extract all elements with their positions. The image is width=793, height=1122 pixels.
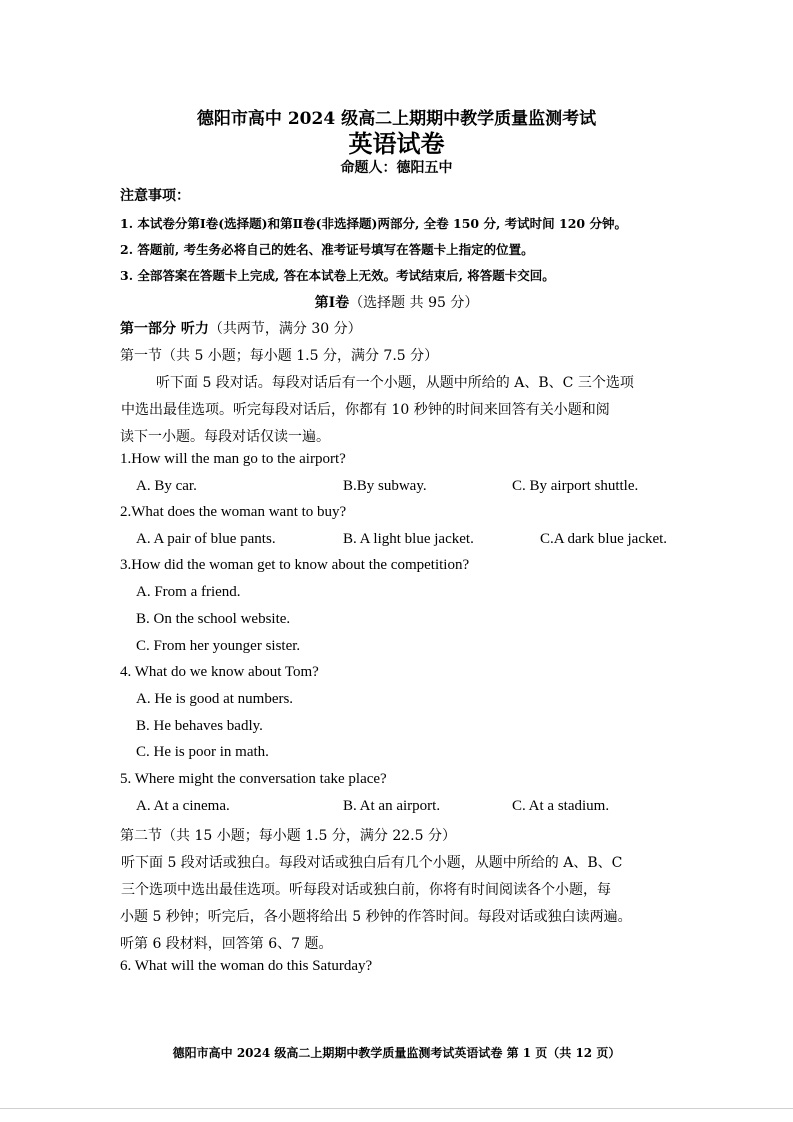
section2-heading: 第二节（共 15 小题；每小题 1.5 分，满分 22.5 分） bbox=[120, 828, 456, 844]
section1-instruction: 读下一小题。每段对话仅读一遍。 bbox=[120, 429, 330, 445]
option-c: C. By airport shuttle. bbox=[512, 478, 639, 494]
question-stem: 3.How did the woman get to know about the competition? bbox=[120, 557, 470, 573]
option-c: C. He is poor in math. bbox=[136, 744, 269, 760]
option-c: C.A dark blue jacket. bbox=[540, 531, 668, 547]
part1-heading bbox=[120, 318, 362, 338]
option-c: C. At a stadium. bbox=[512, 798, 610, 814]
option-a: A. At a cinema. bbox=[136, 798, 230, 814]
section1-instruction: 中选出最佳选项。听完每段对话后，你都有 10 秒钟的时间来回答有关小题和阅 bbox=[121, 402, 610, 418]
notice-item: 1. 本试卷分第Ⅰ卷(选择题)和第Ⅱ卷(非选择题)两部分, 全卷 150 分, 考试时间 120 分钟。 bbox=[120, 216, 627, 231]
option-c: C. From her younger sister. bbox=[136, 638, 301, 654]
exam-title: 德阳市高中 2024 级高二上期期中教学质量监测考试 bbox=[196, 109, 597, 129]
section2-instruction: 三个选项中选出最佳选项。听每段对话或独白前，你将有时间阅读各个小题，每 bbox=[121, 882, 611, 898]
question-stem: 6. What will the woman do this Saturday? bbox=[120, 958, 373, 974]
option-b: B. A light blue jacket. bbox=[343, 531, 474, 547]
question-stem: 2.What does the woman want to buy? bbox=[120, 504, 347, 520]
section2-instruction: 听下面 5 段对话或独白。每段对话或独白后有几个小题，从题中所给的 A、B、C bbox=[121, 855, 623, 871]
author-line: 命题人：德阳五中 bbox=[340, 160, 453, 176]
notice-item: 3. 全部答案在答题卡上完成, 答在本试卷上无效。考试结束后, 将答题卡交回。 bbox=[120, 268, 555, 283]
part1-title: 第一部分 听力 bbox=[120, 321, 209, 337]
option-b: B. At an airport. bbox=[343, 798, 441, 814]
volume-label: 第Ⅰ卷 bbox=[314, 295, 350, 311]
volume-heading bbox=[0, 292, 793, 312]
section2-instruction: 听第 6 段材料，回答第 6、7 题。 bbox=[120, 936, 333, 952]
option-b: B. On the school website. bbox=[136, 611, 291, 627]
option-a: A. He is good at numbers. bbox=[136, 691, 294, 707]
question-stem: 5. Where might the conversation take place? bbox=[120, 771, 387, 787]
part1-note: （共两节，满分 30 分） bbox=[208, 321, 362, 337]
notice-heading: 注意事项： bbox=[120, 188, 190, 204]
notice-item: 2. 答题前, 考生务必将自己的姓名、准考证号填写在答题卡上指定的位置。 bbox=[120, 242, 534, 257]
option-a: A. A pair of blue pants. bbox=[136, 531, 276, 547]
option-b: B.By subway. bbox=[343, 478, 427, 494]
question-stem: 1.How will the man go to the airport? bbox=[120, 451, 346, 467]
subject-title: 英语试卷 bbox=[348, 129, 445, 158]
section1-heading: 第一节（共 5 小题；每小题 1.5 分，满分 7.5 分） bbox=[120, 348, 439, 364]
question-stem: 4. What do we know about Tom? bbox=[120, 664, 319, 680]
page-footer: 德阳市高中 2024 级高二上期期中教学质量监测考试英语试卷 第 1 页（共 12 页） bbox=[172, 1046, 621, 1060]
bottom-divider bbox=[0, 1108, 793, 1109]
section1-instruction: 听下面 5 段对话。每段对话后有一个小题，从题中所给的 A、B、C 三个选项 bbox=[156, 375, 634, 391]
option-b: B. He behaves badly. bbox=[136, 718, 263, 734]
volume-desc: （选择题 共 95 分） bbox=[349, 295, 479, 311]
option-a: A. By car. bbox=[136, 478, 197, 494]
option-a: A. From a friend. bbox=[136, 584, 241, 600]
section2-instruction: 小题 5 秒钟；听完后，各小题将给出 5 秒钟的作答时间。每段对话或独白读两遍。 bbox=[120, 909, 632, 925]
